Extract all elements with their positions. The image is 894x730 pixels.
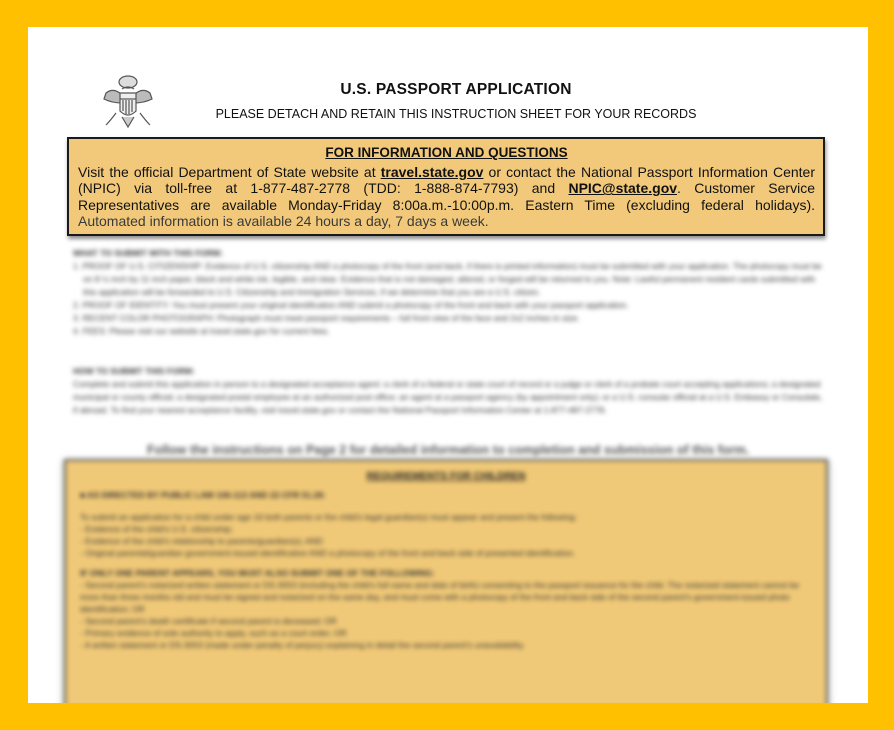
requirement-item: - Evidence of the child's U.S. citizenship;	[80, 524, 233, 534]
what-to-submit-section	[73, 247, 823, 338]
follow-instructions-note: Follow the instructions on Page 2 for detailed information to completion and submission of this form.	[146, 443, 750, 457]
submit-item: 3. RECENT COLOR PHOTOGRAPH: Photograph must meet passport requirements – full front view of the face and 2x2 inches in size.	[73, 313, 580, 323]
requirement-item: - A written statement or DS-3053 (made under penalty of perjury) explaining in detail the second parent's unavailability.	[80, 640, 526, 650]
submit-item: 1. PROOF OF U.S. CITIZENSHIP: Evidence of U.S. citizenship AND a photocopy of the front (and back, if there is printed information) must be submitted with your application. The photocopy must be on 8 ½ inch by 11 inch paper, black and white ink, legible, and clear. Evidence that is not damaged, altered, or forged will be returned to you. Note: Lawful permanent resident cards submitted with this application will be forwarded to U.S. Citizenship and Immigration Services, if we determine that you are a U.S. citizen.	[73, 261, 822, 297]
page-title: U.S. PASSPORT APPLICATION	[340, 81, 572, 98]
requirement-item: - Second parent's death certificate if second parent is deceased; OR	[80, 616, 337, 626]
requirements-law-bullet: ■ AS DIRECTED BY PUBLIC LAW 106-113 AND 22 CFR 51.28:	[80, 490, 326, 500]
requirement-item: - Evidence of the child's relationship to parents/guardian(s); AND	[80, 536, 324, 546]
requirements-heading: REQUIREMENTS FOR CHILDREN	[366, 471, 526, 482]
info-text-part-3: . Customer Service Representatives are available Monday-Friday 8:00a.m.-10:00p.m. Eastern Time (excluding federal holidays).	[78, 180, 815, 213]
information-box	[67, 137, 825, 236]
info-text-part-4: Automated information is available 24 hours a day, 7 days a week.	[78, 213, 489, 230]
submit-item: 4. FEES: Please visit our website at travel.state.gov for current fees.	[73, 326, 330, 336]
info-heading: FOR INFORMATION AND QUESTIONS	[325, 145, 568, 160]
submit-item: 2. PROOF OF IDENTITY: You must present your original identification AND submit a photocopy of the front and back with your passport application.	[73, 300, 629, 310]
requirements-for-children-box	[64, 459, 828, 703]
how-to-submit-title: HOW TO SUBMIT THIS FORM:	[73, 366, 195, 376]
what-to-submit-title: WHAT TO SUBMIT WITH THIS FORM:	[73, 248, 223, 258]
requirement-item: - Original parental/guardian government-issued identification AND a photocopy of the front and back side of presented identification.	[80, 548, 576, 558]
info-text-part-1: Visit the official Department of State website at	[78, 164, 381, 180]
one-parent-heading: IF ONLY ONE PARENT APPEARS, YOU MUST ALSO SUBMIT ONE OF THE FOLLOWING:	[80, 568, 435, 578]
instruction-sheet	[28, 27, 868, 703]
website-link[interactable]: travel.state.gov	[380, 164, 484, 180]
email-link[interactable]: NPIC@state.gov	[568, 180, 678, 197]
requirements-intro: To submit an application for a child under age 16 both parents or the child's legal guardian(s) must appear and present the following:	[80, 512, 577, 522]
requirement-item: - Primary evidence of sole authority to apply, such as a court order; OR	[80, 628, 347, 638]
info-text	[78, 164, 815, 230]
how-to-submit-section	[73, 365, 823, 417]
page-subtitle: PLEASE DETACH AND RETAIN THIS INSTRUCTION SHEET FOR YOUR RECORDS	[215, 107, 697, 121]
requirement-item: - Second parent's notarized written statement or DS-3053 (including the child's full name and date of birth) consenting to the passport issuance for the child. The notarized statement cannot be more than three months old and must be signed and notarized on the same day, and must come with a photocopy of the front and back side of the second parent's government-issued photo identification; OR	[80, 580, 799, 614]
info-text-part-2: or contact the National Passport Information Center (NPIC) via toll-free at 1-877-487-2778 (TDD: 1-888-874-7793) and	[78, 164, 815, 197]
how-to-submit-text: Complete and submit this application in person to a designated acceptance agent: a clerk of a federal or state court of record or a judge or clerk of a probate court accepting applications; a designated municipal or county official; a designated postal employee at an authorized post office; an agent at a passport agency (by appointment only); or a U.S. consular official at a U.S. Embassy or Consulate, if abroad. To find your nearest acceptance facility, visit travel.state.gov or contact the National Passport Information Center at 1-877-487-2778.	[73, 379, 823, 415]
